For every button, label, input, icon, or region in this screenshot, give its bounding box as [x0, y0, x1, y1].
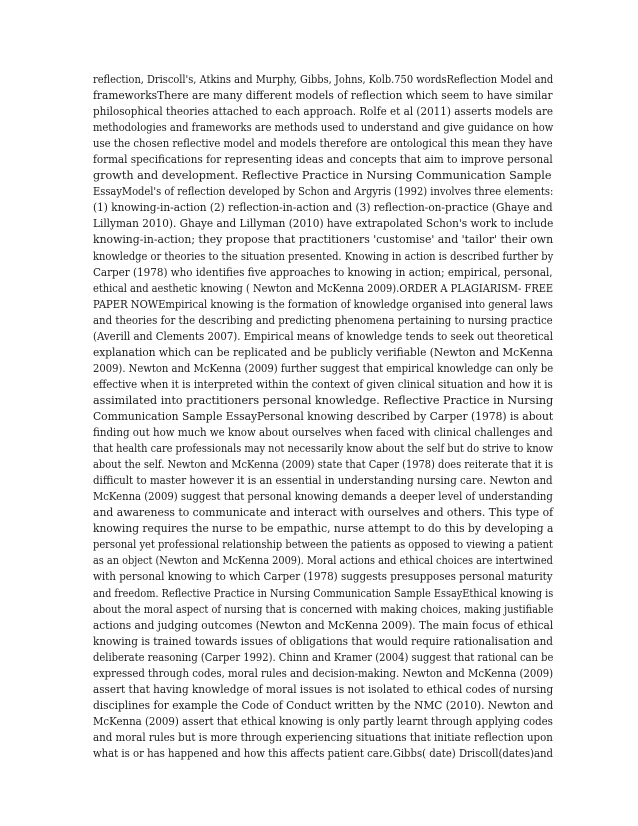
- text-line: knowledge or theories to the situation presented. Knowing in action is described further by: [93, 249, 554, 263]
- text-line: and awareness to communicate and interact with ourselves and others. This type of: [93, 506, 554, 520]
- text-line: and moral rules but is more through experiencing situations that initiate reflection upon: [93, 730, 553, 744]
- text-line: Lillyman 2010). Ghaye and Lillyman (2010) have extrapolated Schon's work to include: [93, 217, 554, 231]
- text-line: 2009). Newton and McKenna (2009) further suggest that empirical knowledge can only be: [93, 361, 554, 375]
- text-line: philosophical theories attached to each approach. Rolfe et al (2011) asserts models are: [93, 105, 554, 119]
- text-line: knowing is trained towards issues of obligations that would require rationalisation and: [93, 634, 553, 648]
- text-line: difficult to master however it is an essential in understanding nursing care. Newton and: [93, 474, 553, 488]
- text-line: with personal knowing to which Carper (1978) suggests presupposes personal maturity: [93, 570, 553, 584]
- text-line: Carper (1978) who identifies five approaches to knowing in action; empirical, personal,: [93, 265, 553, 279]
- text-line: effective when it is interpreted within the context of given clinical situation and how it is: [93, 377, 553, 391]
- text-line: knowing-in-action; they propose that practitioners 'customise' and 'tailor' their own: [93, 233, 554, 247]
- text-line: growth and development. Reflective Practice in Nursing Communication Sample: [93, 169, 552, 183]
- text-line: personal yet professional relationship between the patients as opposed to viewing a patient: [93, 538, 553, 552]
- text-line: assert that having knowledge of moral issues is not isolated to ethical codes of nursing: [93, 682, 554, 696]
- text-line: explanation which can be replicated and be publicly verifiable (Newton and McKenna: [93, 345, 553, 359]
- text-line: expressed through codes, moral rules and decision-making. Newton and McKenna (2009): [93, 666, 554, 680]
- text-line: that health care professionals may not necessarily know about the self but do strive to know: [93, 442, 553, 456]
- text-line: McKenna (2009) suggest that personal knowing demands a deeper level of understanding: [93, 490, 553, 504]
- text-line: (Averill and Clements 2007). Empirical means of knowledge tends to seek out theoretical: [93, 329, 553, 343]
- text-line: (1) knowing-in-action (2) reflection-in-action and (3) reflection-on-practice (Ghaye and: [93, 201, 553, 215]
- text-line: reflection, Driscoll's, Atkins and Murphy, Gibbs, Johns, Kolb.750 wordsReflection Model and: [93, 73, 554, 86]
- text-line: formal specifications for representing ideas and concepts that aim to improve personal: [93, 153, 553, 167]
- text-line: PAPER NOWEmpirical knowing is the formation of knowledge organised into general laws: [93, 297, 553, 311]
- text-line: McKenna (2009) assert that ethical knowing is only partly learnt through applying codes: [93, 714, 553, 728]
- text-line: about the self. Newton and McKenna (2009) state that Caper (1978) does reiterate that it is: [93, 458, 554, 472]
- text-line: what is or has happened and how this affects patient care.Gibbs( date) Driscoll(dates)and: [93, 746, 553, 760]
- text-line: disciplines for example the Code of Conduct written by the NMC (2010). Newton and: [93, 698, 554, 712]
- text-line: ethical and aesthetic knowing ( Newton and McKenna 2009).ORDER A PLAGIARISM- FREE: [93, 281, 554, 295]
- text-line: use the chosen reflective model and models therefore are ontological this mean they have: [93, 137, 553, 151]
- text-line: about the moral aspect of nursing that is concerned with making choices, making justifiable: [93, 602, 554, 616]
- text-line: and freedom. Reflective Practice in Nursing Communication Sample EssayEthical knowing is: [93, 586, 554, 600]
- text-line: finding out how much we know about ourselves when faced with clinical challenges and: [93, 426, 553, 440]
- text-line: Communication Sample EssayPersonal knowing described by Carper (1978) is about: [93, 409, 554, 423]
- body-text: [93, 72, 553, 762]
- text-line: deliberate reasoning (Carper 1992). Chinn and Kramer (2004) suggest that rational can be: [93, 650, 554, 664]
- text-line: assimilated into practitioners personal knowledge. Reflective Practice in Nursing: [93, 393, 554, 407]
- text-line: methodologies and frameworks are methods used to understand and give guidance on how: [93, 121, 554, 135]
- text-line: frameworksThere are many different models of reflection which seem to have similar: [93, 89, 553, 103]
- text-line: knowing requires the nurse to be empathic, nurse attempt to do this by developing a: [93, 522, 554, 536]
- text-line: as an object (Newton and McKenna 2009). Moral actions and ethical choices are intertwined: [93, 554, 553, 568]
- text-line: EssayModel's of reflection developed by Schon and Argyris (1992) involves three elements:: [93, 185, 554, 199]
- text-line: and theories for the describing and predicting phenomena pertaining to nursing practice: [93, 313, 553, 327]
- text-line: actions and judging outcomes (Newton and McKenna 2009). The main focus of ethical: [93, 618, 554, 632]
